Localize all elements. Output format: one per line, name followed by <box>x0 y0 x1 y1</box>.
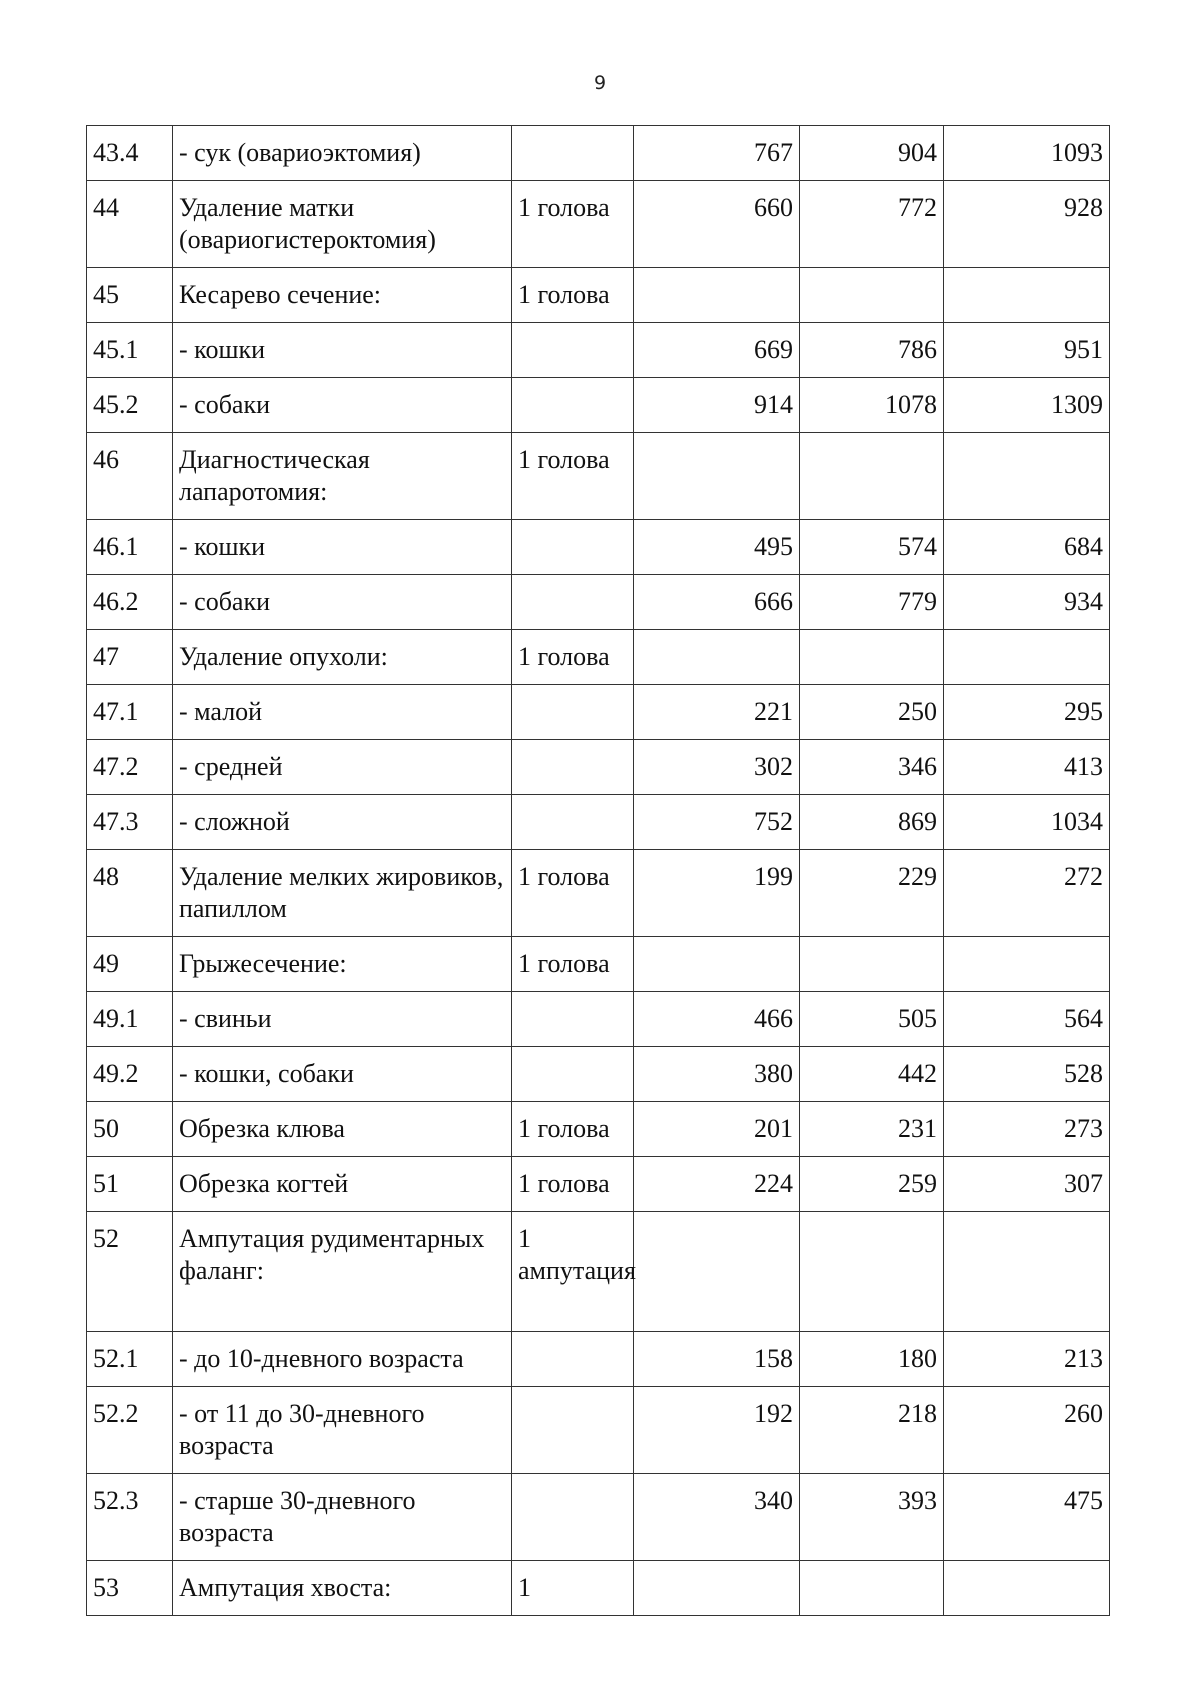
price-1 <box>634 937 800 992</box>
table-row <box>87 630 1110 685</box>
unit <box>512 1047 634 1102</box>
price-2: 346 <box>800 740 944 795</box>
service-name: - малой <box>173 685 512 740</box>
service-name: - средней <box>173 740 512 795</box>
service-name: - кошки <box>173 323 512 378</box>
price-1: 669 <box>634 323 800 378</box>
row-number: 51 <box>87 1157 173 1212</box>
table-row <box>87 520 1110 575</box>
table-row <box>87 992 1110 1047</box>
price-3: 413 <box>944 740 1110 795</box>
table-row <box>87 575 1110 630</box>
row-number: 47 <box>87 630 173 685</box>
unit <box>512 520 634 575</box>
unit <box>512 575 634 630</box>
unit <box>512 1332 634 1387</box>
price-3: 564 <box>944 992 1110 1047</box>
price-1: 192 <box>634 1387 800 1474</box>
price-1: 201 <box>634 1102 800 1157</box>
table-row <box>87 1212 1110 1332</box>
price-2: 904 <box>800 126 944 181</box>
price-2: 1078 <box>800 378 944 433</box>
unit <box>512 126 634 181</box>
price-1 <box>634 630 800 685</box>
unit: 1 голова <box>512 433 634 520</box>
row-number: 48 <box>87 850 173 937</box>
price-2: 250 <box>800 685 944 740</box>
row-number: 46 <box>87 433 173 520</box>
service-name: Удаление опухоли: <box>173 630 512 685</box>
price-2 <box>800 268 944 323</box>
service-name: Обрезка когтей <box>173 1157 512 1212</box>
price-3: 684 <box>944 520 1110 575</box>
unit: 1 <box>512 1561 634 1616</box>
price-2: 779 <box>800 575 944 630</box>
price-2 <box>800 630 944 685</box>
unit: 1 ампутация <box>512 1212 634 1332</box>
price-1: 752 <box>634 795 800 850</box>
row-number: 53 <box>87 1561 173 1616</box>
price-2: 772 <box>800 181 944 268</box>
price-3 <box>944 433 1110 520</box>
unit <box>512 795 634 850</box>
unit: 1 голова <box>512 1102 634 1157</box>
unit <box>512 992 634 1047</box>
row-number: 45.1 <box>87 323 173 378</box>
service-name: Удаление матки (овариогистероктомия) <box>173 181 512 268</box>
table-row <box>87 1561 1110 1616</box>
table-row <box>87 323 1110 378</box>
table-row <box>87 1332 1110 1387</box>
price-1: 199 <box>634 850 800 937</box>
table-row <box>87 850 1110 937</box>
table-row <box>87 181 1110 268</box>
row-number: 44 <box>87 181 173 268</box>
service-name: - кошки, собаки <box>173 1047 512 1102</box>
row-number: 47.3 <box>87 795 173 850</box>
price-3 <box>944 1212 1110 1332</box>
service-name: - сук (овариоэктомия) <box>173 126 512 181</box>
service-name: - собаки <box>173 378 512 433</box>
row-number: 52.2 <box>87 1387 173 1474</box>
price-2: 442 <box>800 1047 944 1102</box>
price-3 <box>944 268 1110 323</box>
table-row <box>87 1474 1110 1561</box>
price-3 <box>944 630 1110 685</box>
price-2 <box>800 937 944 992</box>
unit <box>512 378 634 433</box>
row-number: 49.2 <box>87 1047 173 1102</box>
row-number: 46.2 <box>87 575 173 630</box>
row-number: 47.2 <box>87 740 173 795</box>
price-3: 528 <box>944 1047 1110 1102</box>
price-2: 869 <box>800 795 944 850</box>
row-number: 46.1 <box>87 520 173 575</box>
row-number: 49.1 <box>87 992 173 1047</box>
price-1: 914 <box>634 378 800 433</box>
row-number: 49 <box>87 937 173 992</box>
price-2 <box>800 1561 944 1616</box>
row-number: 47.1 <box>87 685 173 740</box>
price-1: 380 <box>634 1047 800 1102</box>
price-2: 574 <box>800 520 944 575</box>
row-number: 52.3 <box>87 1474 173 1561</box>
service-name: Обрезка клюва <box>173 1102 512 1157</box>
row-number: 52.1 <box>87 1332 173 1387</box>
price-2: 505 <box>800 992 944 1047</box>
price-1: 224 <box>634 1157 800 1212</box>
table-row <box>87 937 1110 992</box>
page-number: 9 <box>593 72 607 94</box>
price-1: 340 <box>634 1474 800 1561</box>
price-3: 272 <box>944 850 1110 937</box>
service-name: Грыжесечение: <box>173 937 512 992</box>
table-row <box>87 1102 1110 1157</box>
unit: 1 голова <box>512 181 634 268</box>
service-name: Ампутация хвоста: <box>173 1561 512 1616</box>
price-3: 260 <box>944 1387 1110 1474</box>
price-3: 951 <box>944 323 1110 378</box>
price-3: 928 <box>944 181 1110 268</box>
table-row <box>87 268 1110 323</box>
service-name: - старше 30-дневного возраста <box>173 1474 512 1561</box>
service-name: - сложной <box>173 795 512 850</box>
service-name: Кесарево сечение: <box>173 268 512 323</box>
price-1 <box>634 1212 800 1332</box>
price-3: 273 <box>944 1102 1110 1157</box>
price-3 <box>944 937 1110 992</box>
service-name: Удаление мелких жировиков, папиллом <box>173 850 512 937</box>
price-2: 180 <box>800 1332 944 1387</box>
row-number: 50 <box>87 1102 173 1157</box>
price-table <box>86 125 1110 1616</box>
unit: 1 голова <box>512 1157 634 1212</box>
table-row <box>87 1047 1110 1102</box>
service-name: - от 11 до 30-дневного возраста <box>173 1387 512 1474</box>
price-1: 466 <box>634 992 800 1047</box>
price-2: 786 <box>800 323 944 378</box>
service-name: - кошки <box>173 520 512 575</box>
price-2: 218 <box>800 1387 944 1474</box>
service-name: Диагностическая лапаротомия: <box>173 433 512 520</box>
row-number: 52 <box>87 1212 173 1332</box>
price-2: 393 <box>800 1474 944 1561</box>
unit <box>512 1387 634 1474</box>
price-1 <box>634 1561 800 1616</box>
table-row <box>87 1387 1110 1474</box>
price-1 <box>634 433 800 520</box>
price-1: 302 <box>634 740 800 795</box>
service-name: - до 10-дневного возраста <box>173 1332 512 1387</box>
table-row <box>87 685 1110 740</box>
price-3: 307 <box>944 1157 1110 1212</box>
service-name: Ампутация рудиментарных фаланг: <box>173 1212 512 1332</box>
row-number: 45.2 <box>87 378 173 433</box>
price-2: 259 <box>800 1157 944 1212</box>
service-name: - свиньи <box>173 992 512 1047</box>
table-row <box>87 740 1110 795</box>
price-1: 666 <box>634 575 800 630</box>
price-1: 767 <box>634 126 800 181</box>
price-1: 660 <box>634 181 800 268</box>
unit: 1 голова <box>512 268 634 323</box>
row-number: 43.4 <box>87 126 173 181</box>
price-1: 158 <box>634 1332 800 1387</box>
price-3: 475 <box>944 1474 1110 1561</box>
price-3: 934 <box>944 575 1110 630</box>
price-3: 295 <box>944 685 1110 740</box>
price-1 <box>634 268 800 323</box>
table-row <box>87 378 1110 433</box>
table-row <box>87 795 1110 850</box>
price-1: 495 <box>634 520 800 575</box>
price-3: 1309 <box>944 378 1110 433</box>
table-row <box>87 126 1110 181</box>
price-2 <box>800 1212 944 1332</box>
unit: 1 голова <box>512 850 634 937</box>
price-1: 221 <box>634 685 800 740</box>
unit <box>512 685 634 740</box>
service-name: - собаки <box>173 575 512 630</box>
unit <box>512 740 634 795</box>
price-2: 231 <box>800 1102 944 1157</box>
table-row <box>87 1157 1110 1212</box>
row-number: 45 <box>87 268 173 323</box>
price-2 <box>800 433 944 520</box>
price-3: 1034 <box>944 795 1110 850</box>
table-row <box>87 433 1110 520</box>
unit: 1 голова <box>512 630 634 685</box>
price-2: 229 <box>800 850 944 937</box>
price-3 <box>944 1561 1110 1616</box>
unit: 1 голова <box>512 937 634 992</box>
unit <box>512 1474 634 1561</box>
price-3: 1093 <box>944 126 1110 181</box>
unit <box>512 323 634 378</box>
price-3: 213 <box>944 1332 1110 1387</box>
